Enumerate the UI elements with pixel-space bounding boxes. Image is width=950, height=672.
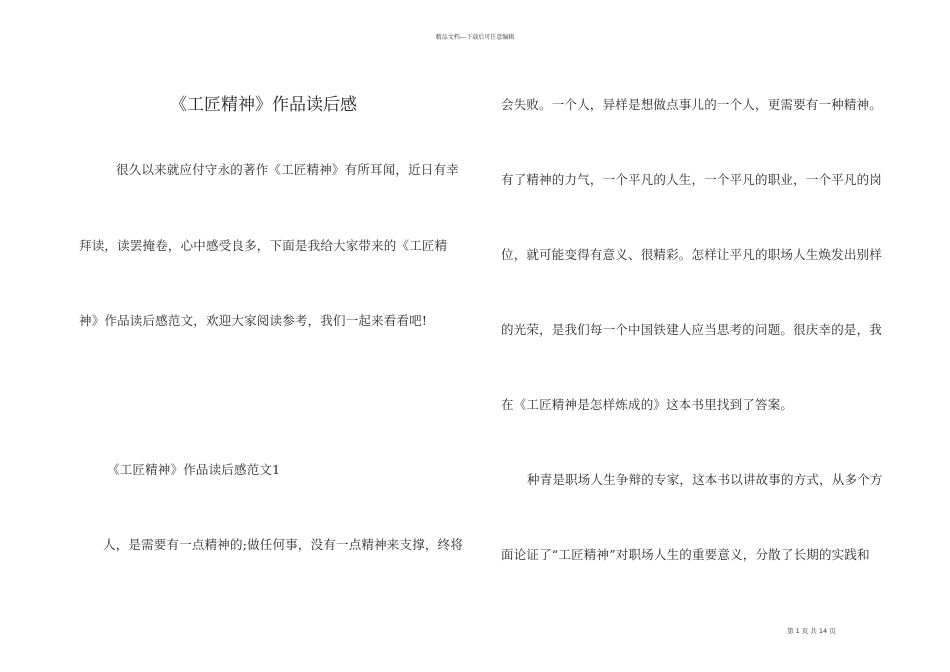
body-line: 人，是需要有一点精神的;做任何事，没有一点精神来支撑，终将 — [103, 537, 464, 552]
header-note: 精品文档---下载后可任意编辑 — [435, 34, 515, 41]
body-line: 在《工匠精神是怎样炼成的》这本书里找到了答案。 — [501, 397, 794, 412]
body-line: 位，就可能变得有意义、很精彩。怎样让平凡的职场人生焕发出别样 — [501, 247, 883, 262]
body-line: 会失败。一个人，异样是想做点事儿的一个人，更需要有一种精神。 — [501, 97, 883, 112]
page-number: 第 1 页 共 14 页 — [787, 627, 836, 635]
document-title: 《工匠精神》作品读后感 — [170, 95, 357, 115]
body-line: 种青是职场人生争辩的专家，这本书以讲故事的方式，从多个方 — [527, 472, 883, 487]
body-line: 的光荣，是我们每一个中国铁建人应当思考的问题。很庆幸的是，我 — [501, 322, 883, 337]
body-line: 面论证了“工匠精神”对职场人生的重要意义，分散了长期的实践和 — [501, 547, 870, 562]
body-line: 很久以来就应付守永的著作《工匠精神》有所耳闻，近日有幸 — [116, 162, 459, 177]
body-line: 拜读，读罢掩卷，心中感受良多，下面是我给大家带来的《工匠精 — [79, 238, 448, 253]
section-heading: 《工匠精神》作品读后感范文1 — [107, 462, 281, 477]
body-line: 神》作品读后感范文，欢迎大家阅读参考，我们一起来看看吧! — [79, 313, 428, 328]
body-line: 有了精神的力气，一个平凡的人生，一个平凡的职业，一个平凡的岗 — [501, 172, 883, 187]
